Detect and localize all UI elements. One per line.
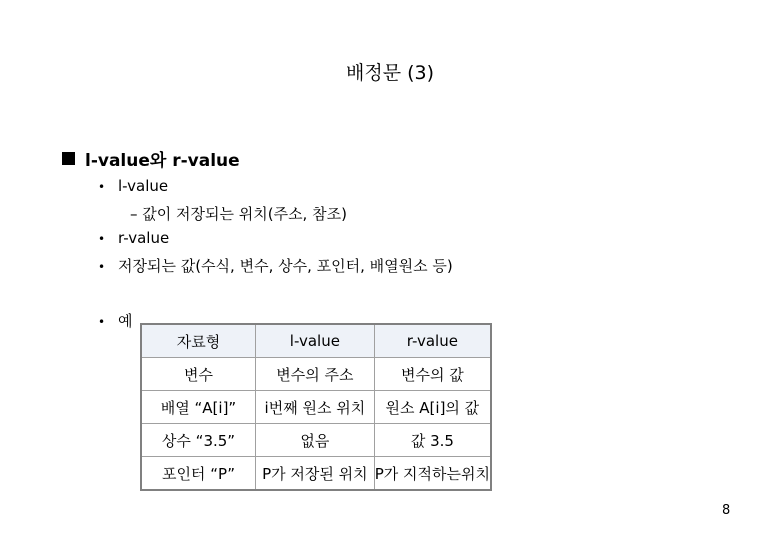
table-header-cell: r-value	[374, 324, 491, 358]
bullet-example-text: 예	[118, 312, 133, 330]
table-cell: 값 3.5	[374, 424, 491, 457]
table-row	[141, 358, 491, 391]
table-cell: 변수의 값	[374, 358, 491, 391]
bullet-rvalue-text: r-value	[118, 229, 170, 247]
table-cell: 변수의 주소	[256, 358, 375, 391]
bullet-dot-icon: •	[98, 315, 106, 329]
lvalue-rvalue-table	[140, 323, 492, 491]
table-cell: 포인터 “P”	[141, 457, 256, 491]
slide-title: 배정문 (3)	[345, 62, 434, 84]
bullet-example	[98, 310, 133, 331]
table-cell: 없음	[256, 424, 375, 457]
table-cell: 변수	[141, 358, 256, 391]
table-cell: i번째 원소 위치	[256, 391, 375, 424]
bullet-dot-icon: •	[98, 260, 106, 274]
square-bullet-icon	[62, 152, 75, 165]
table-header-cell: 자료형	[141, 324, 256, 358]
bullet-lvalue	[98, 177, 168, 195]
page-number: 8	[722, 503, 731, 518]
table-header-row	[141, 324, 491, 358]
bullet-lvalue-text: l-value	[118, 177, 169, 195]
section-heading-text: l-value와 r-value	[85, 151, 240, 171]
bullet-dot-icon: •	[98, 232, 106, 246]
table-header-cell: l-value	[256, 324, 375, 358]
table-cell: P가 지적하는위치	[374, 457, 491, 491]
table-cell: 상수 “3.5”	[141, 424, 256, 457]
bullet-lvalue-sub: – 값이 저장되는 위치(주소, 참조)	[130, 205, 347, 223]
bullet-rvalue	[98, 229, 169, 247]
bullet-stored-values	[98, 255, 453, 276]
bullet-stored-values-text: 저장되는 값(수식, 변수, 상수, 포인터, 배열원소 등)	[118, 257, 453, 275]
bullet-dot-icon: •	[98, 180, 106, 194]
table-row	[141, 424, 491, 457]
table-cell: 배열 “A[i]”	[141, 391, 256, 424]
table-row	[141, 391, 491, 424]
table-row	[141, 457, 491, 491]
table-cell: P가 저장된 위치	[256, 457, 375, 491]
section-heading	[62, 146, 240, 171]
table-cell: 원소 A[i]의 값	[374, 391, 491, 424]
